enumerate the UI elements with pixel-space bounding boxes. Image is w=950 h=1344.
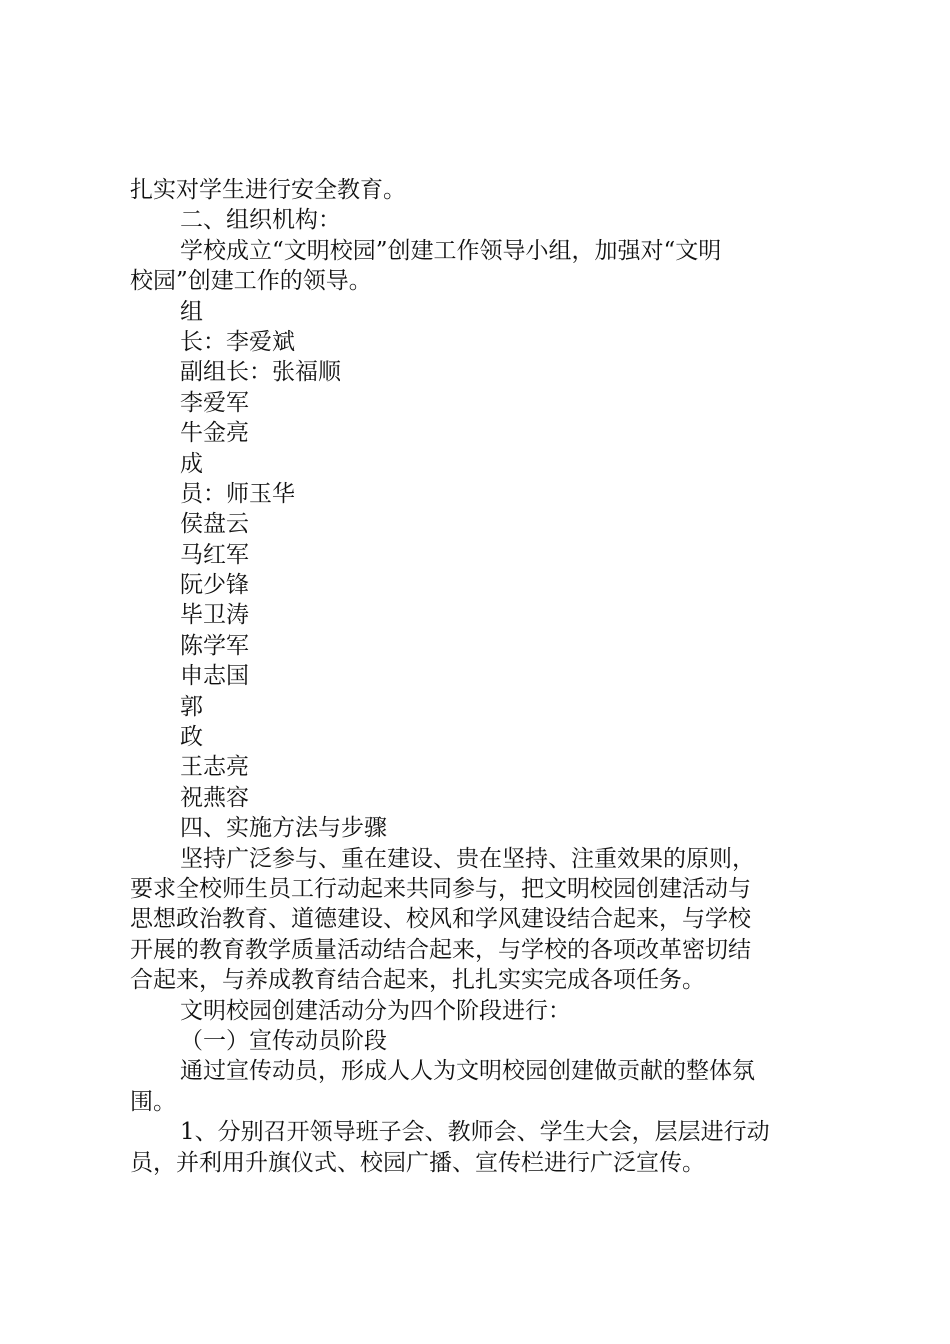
text-line: 毕卫涛: [180, 602, 249, 629]
text-line: 二、组织机构：: [180, 207, 341, 234]
text-line: 成: [180, 450, 203, 477]
text-line: 申志国: [180, 663, 249, 690]
text-line: 长：李爱斌: [180, 328, 295, 355]
text-line: 文明校园创建活动分为四个阶段进行：: [180, 997, 571, 1024]
text-line: 阮少锋: [180, 572, 249, 599]
text-line: 牛金亮: [180, 420, 249, 447]
text-line: 要求全校师生员工行动起来共同参与，把文明校园创建活动与: [130, 875, 751, 902]
document-body: [130, 175, 830, 1178]
text-line: 四、实施方法与步骤: [180, 815, 387, 842]
text-line: 围。: [130, 1088, 176, 1115]
text-line: 合起来，与养成教育结合起来，扎扎实实完成各项任务。: [130, 967, 705, 994]
text-line: 学校成立“文明校园”创建工作领导小组，加强对“文明: [180, 237, 722, 264]
text-line: 组: [180, 298, 203, 325]
text-line: （一）宣传动员阶段: [180, 1027, 387, 1054]
text-line: 校园”创建工作的领导。: [130, 268, 372, 295]
text-line: 思想政治教育、道德建设、校风和学风建设结合起来，与学校: [130, 906, 751, 933]
text-line: 陈学军: [180, 632, 249, 659]
text-line: 员，并利用升旗仪式、校园广播、宣传栏进行广泛宣传。: [130, 1149, 705, 1176]
text-line: 马红军: [180, 541, 249, 568]
text-line: 郭: [180, 693, 203, 720]
text-line: 1、分别召开领导班子会、教师会、学生大会，层层进行动: [180, 1119, 770, 1146]
text-line: 员：师玉华: [180, 480, 295, 507]
text-line: 通过宣传动员，形成人人为文明校园创建做贡献的整体氛: [180, 1058, 755, 1085]
text-line: 李爱军: [180, 389, 249, 416]
text-line: 开展的教育教学质量活动结合起来，与学校的各项改革密切结: [130, 936, 751, 963]
text-line: 侯盘云: [180, 511, 249, 538]
text-line: 副组长：张福顺: [180, 359, 341, 386]
text-line: 扎实对学生进行安全教育。: [130, 177, 406, 203]
text-line: 祝燕容: [180, 784, 249, 811]
text-line: 坚持广泛参与、重在建设、贵在坚持、注重效果的原则，: [180, 845, 755, 872]
text-line: 政: [180, 724, 203, 751]
text-line: 王志亮: [180, 754, 249, 781]
